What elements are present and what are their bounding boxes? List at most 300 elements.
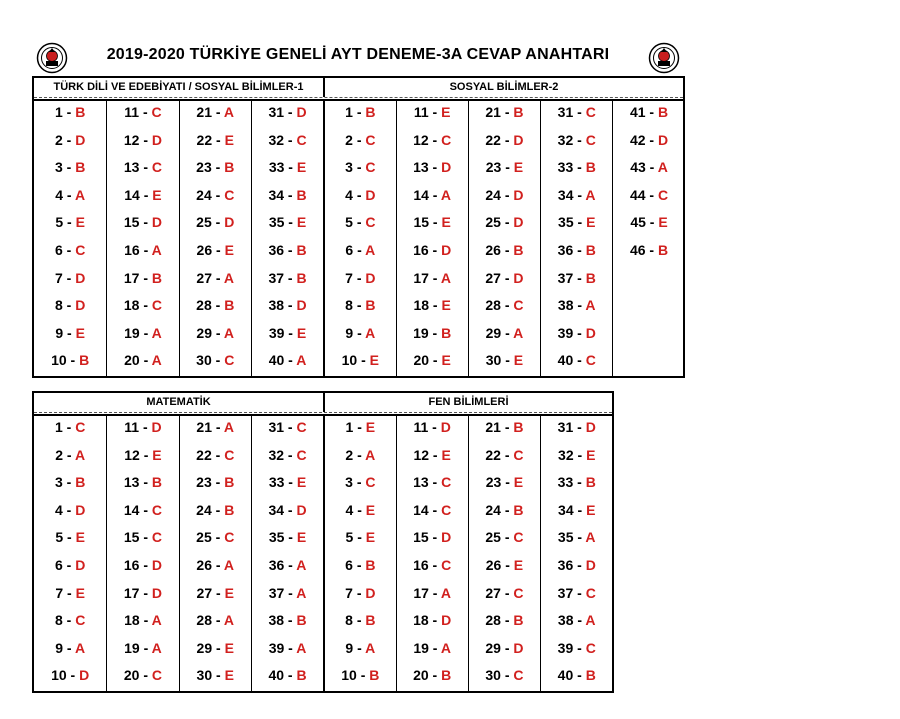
question-number: 6: [345, 557, 353, 573]
answer-letter: A: [151, 324, 162, 341]
question-number: 22: [485, 446, 501, 463]
answer-letter: C: [224, 352, 235, 369]
answer-cell: 32 - E: [558, 446, 596, 463]
question-number: 29: [196, 639, 213, 656]
question-number: 19: [413, 639, 429, 656]
answer-cell: 1 - B: [345, 104, 376, 120]
question-number: 10: [341, 352, 358, 369]
answer-letter: D: [441, 612, 452, 629]
answer-cell: 13 - D: [413, 159, 452, 176]
answer-letter: E: [152, 186, 162, 203]
answer-letter: A: [74, 186, 86, 203]
answer-cell: 21 - B: [485, 419, 524, 435]
question-number: 34: [268, 186, 285, 203]
answer-cell: 22 - C: [196, 446, 235, 463]
question-number: 17: [123, 584, 140, 601]
question-number: 38: [557, 612, 574, 629]
answer-cell: 11 - E: [413, 104, 451, 120]
question-number: 46: [629, 242, 646, 258]
answer-cell: 40 - B: [268, 667, 307, 684]
answer-cell: 15 - D: [413, 529, 452, 546]
question-number: 43: [630, 159, 646, 176]
question-number: 17: [123, 269, 140, 286]
question-number: 17: [413, 269, 429, 286]
answer-letter: D: [585, 324, 596, 341]
answer-cell: 25 - C: [196, 529, 235, 546]
answer-cell: 32 - C: [557, 131, 596, 148]
answer-letter: B: [585, 159, 596, 176]
answer-cell: 22 - D: [485, 131, 524, 148]
question-number: 18: [123, 297, 140, 314]
answer-letter: B: [585, 242, 596, 258]
answer-cell: 5 - E: [55, 214, 85, 231]
question-number: 26: [485, 242, 501, 258]
answer-letter: C: [151, 529, 163, 546]
question-number: 7: [54, 269, 63, 286]
answer-cell: 8 - D: [54, 297, 86, 314]
answer-cell: 1 - E: [345, 419, 376, 435]
question-number: 14: [413, 501, 429, 518]
answer-cell: 3 - C: [345, 159, 376, 176]
question-number: 23: [485, 159, 502, 176]
question-number: 42: [629, 131, 646, 148]
answer-letter: C: [441, 131, 452, 148]
answer-letter: B: [513, 419, 524, 435]
question-number: 23: [196, 159, 212, 176]
answer-letter: B: [365, 297, 376, 314]
answer-cell: 31 - D: [557, 419, 596, 435]
answer-letter: B: [365, 612, 376, 629]
answer-cell: 22 - E: [196, 131, 234, 148]
answer-cell: 21 - B: [485, 104, 524, 120]
answer-letter: D: [513, 269, 524, 286]
answer-letter: E: [224, 584, 234, 601]
table-header-row: [34, 393, 612, 416]
question-number: 15: [413, 214, 430, 231]
answer-cell: 15 - E: [413, 214, 451, 231]
question-number: 12: [124, 446, 140, 463]
answer-letter: C: [585, 104, 596, 120]
answer-cell: 10 - B: [341, 667, 380, 684]
answer-cell: 39 - A: [268, 639, 307, 656]
answer-letter: D: [585, 419, 596, 435]
answer-cell: 40 - C: [557, 352, 596, 369]
answer-letter: C: [585, 352, 596, 369]
answer-letter: A: [585, 186, 596, 203]
question-number: 28: [485, 297, 501, 314]
question-number: 1: [345, 419, 354, 435]
question-number: 6: [54, 242, 63, 258]
answer-cell: 40 - B: [557, 667, 596, 684]
answer-cell: 33 - B: [557, 474, 596, 491]
answer-cell: 30 - C: [196, 352, 235, 369]
answer-cell: 11 - C: [124, 104, 162, 120]
question-number: 34: [268, 501, 285, 518]
question-number: 18: [124, 612, 140, 629]
question-number: 18: [413, 297, 430, 314]
answer-cell: 10 - E: [341, 352, 380, 369]
answer-cell: 46 - B: [629, 242, 669, 258]
question-number: 7: [55, 584, 64, 601]
answer-cell: 20 - B: [413, 667, 452, 684]
question-number: 15: [123, 529, 140, 546]
answer-column: [179, 99, 251, 376]
answer-letter: E: [296, 474, 307, 491]
answer-column: [396, 414, 468, 691]
answer-letter: D: [441, 159, 452, 176]
answer-column: [468, 99, 540, 376]
answer-cell: 26 - B: [485, 242, 524, 258]
answer-column: [612, 99, 684, 376]
answer-cell: 8 - B: [345, 612, 376, 629]
question-number: 36: [268, 242, 285, 258]
question-number: 40: [268, 667, 285, 684]
answer-letter: E: [75, 584, 85, 601]
question-number: 17: [413, 584, 429, 601]
answer-cell: 12 - E: [124, 446, 162, 463]
school-emblem-icon: [648, 42, 680, 74]
question-number: 2: [345, 131, 353, 148]
answer-cell: 22 - C: [485, 446, 524, 463]
question-number: 18: [413, 612, 429, 629]
question-number: 9: [345, 639, 354, 656]
question-number: 13: [413, 159, 429, 176]
question-number: 12: [123, 131, 140, 148]
question-number: 5: [345, 214, 353, 231]
question-number: 14: [123, 501, 140, 518]
answer-cell: 39 - C: [557, 639, 596, 656]
answer-letter: D: [79, 667, 90, 684]
answer-letter: A: [74, 639, 86, 656]
answer-letter: C: [75, 242, 86, 258]
answer-letter: B: [151, 269, 163, 286]
answer-letter: D: [513, 639, 524, 656]
answer-letter: C: [513, 529, 524, 546]
answer-cell: 5 - C: [345, 214, 376, 231]
answer-letter: A: [223, 324, 235, 341]
answer-letter: E: [224, 131, 234, 148]
answer-letter: B: [296, 612, 307, 629]
answer-letter: D: [75, 131, 86, 148]
answer-letter: A: [223, 419, 235, 435]
question-number: 32: [558, 446, 574, 463]
question-number: 37: [268, 269, 285, 286]
answer-cell: 5 - E: [55, 529, 85, 546]
answer-letter: A: [440, 584, 451, 601]
section-title-matematik: MATEMATİK: [146, 396, 211, 408]
answer-letter: D: [296, 501, 307, 518]
answer-cell: 41 - B: [629, 104, 669, 120]
question-number: 40: [268, 352, 285, 369]
answer-letter: C: [224, 186, 235, 203]
question-number: 40: [557, 667, 574, 684]
answer-letter: E: [513, 474, 524, 491]
question-number: 22: [196, 131, 213, 148]
answer-letter: A: [440, 639, 451, 656]
answer-cell: 4 - D: [345, 186, 376, 203]
question-number: 10: [51, 352, 67, 369]
answer-cell: 14 - C: [413, 501, 452, 518]
answer-letter: B: [296, 667, 307, 684]
answer-letter: A: [657, 159, 668, 176]
answer-cell: 27 - A: [196, 269, 235, 286]
answer-cell: 32 - C: [268, 131, 307, 148]
answer-letter: C: [75, 612, 86, 629]
question-number: 39: [557, 639, 574, 656]
answer-letter: C: [224, 529, 235, 546]
question-number: 11: [124, 419, 140, 435]
question-number: 2: [55, 446, 64, 463]
answer-letter: A: [296, 557, 307, 573]
answer-cell: 7 - E: [55, 584, 85, 601]
question-number: 12: [413, 131, 429, 148]
answer-letter: C: [441, 474, 452, 491]
answer-cell: 1 - C: [54, 419, 86, 435]
answer-letter: C: [513, 297, 524, 314]
answer-cell: 44 - C: [629, 186, 669, 203]
answer-letter: E: [586, 446, 596, 463]
answer-cell: 9 - A: [345, 324, 376, 341]
answer-letter: A: [585, 297, 596, 314]
question-number: 10: [341, 667, 357, 684]
answer-letter: C: [585, 584, 596, 601]
answer-cell: 33 - E: [268, 474, 307, 491]
question-number: 32: [268, 446, 285, 463]
answer-cell: 10 - B: [51, 352, 90, 369]
answer-letter: B: [75, 104, 86, 120]
answer-letter: D: [151, 131, 163, 148]
answer-cell: 19 - B: [413, 324, 452, 341]
answer-column: [251, 99, 323, 376]
answer-cell: 40 - A: [268, 352, 307, 369]
question-number: 21: [485, 104, 501, 120]
section-title-sosyal-2: SOSYAL BİLİMLER-2: [323, 78, 683, 97]
answer-letter: C: [296, 419, 307, 435]
answer-cell: 29 - A: [196, 324, 235, 341]
question-number: 25: [196, 529, 212, 546]
answer-cell: 24 - C: [196, 186, 235, 203]
question-number: 30: [196, 667, 213, 684]
question-number: 8: [345, 612, 353, 629]
answer-cell: 18 - C: [123, 297, 163, 314]
answer-cell: 25 - D: [196, 214, 235, 231]
answer-cell: 29 - A: [485, 324, 524, 341]
answer-letter: C: [224, 446, 235, 463]
answer-letter: E: [369, 352, 380, 369]
answer-cell: 4 - D: [54, 501, 86, 518]
answer-cell: 14 - A: [413, 186, 451, 203]
question-number: 29: [196, 324, 212, 341]
answer-letter: A: [440, 269, 451, 286]
answer-letter: E: [296, 324, 307, 341]
answer-letter: A: [151, 352, 162, 369]
answer-cell: 31 - C: [557, 104, 596, 120]
answer-letter: E: [513, 159, 524, 176]
question-number: 16: [413, 557, 429, 573]
answer-letter: B: [585, 474, 596, 491]
answer-letter: E: [152, 446, 162, 463]
answer-cell: 2 - A: [345, 446, 376, 463]
answer-letter: D: [75, 297, 86, 314]
answer-cell: 6 - A: [345, 242, 376, 258]
question-number: 38: [268, 297, 285, 314]
question-number: 36: [557, 557, 574, 573]
answer-column: [106, 99, 178, 376]
table-header-row: [34, 78, 683, 101]
answer-letter: D: [365, 186, 376, 203]
question-number: 16: [123, 557, 140, 573]
answer-cell: 12 - D: [123, 131, 163, 148]
answer-cell: 35 - E: [268, 214, 307, 231]
answer-cell: 38 - A: [557, 297, 596, 314]
answer-cell: 26 - A: [196, 557, 235, 573]
question-number: 4: [345, 501, 354, 518]
answer-letter: B: [296, 269, 307, 286]
answer-letter: B: [513, 104, 524, 120]
answer-cell: 6 - D: [54, 557, 86, 573]
answer-letter: C: [513, 446, 524, 463]
answer-letter: E: [513, 352, 524, 369]
question-number: 36: [268, 557, 285, 573]
answer-cell: 37 - B: [557, 269, 596, 286]
answer-cell: 20 - C: [123, 667, 163, 684]
answer-letter: D: [513, 214, 524, 231]
answer-cell: 36 - B: [557, 242, 596, 258]
answer-letter: A: [440, 186, 451, 203]
question-number: 4: [54, 501, 63, 518]
question-number: 33: [557, 474, 574, 491]
answer-cell: 34 - B: [268, 186, 307, 203]
answer-cell: 18 - D: [413, 612, 452, 629]
question-number: 8: [345, 297, 353, 314]
answer-letter: D: [296, 297, 307, 314]
answer-column: [323, 414, 395, 691]
question-number: 27: [485, 269, 501, 286]
answer-cell: 1 - B: [54, 104, 86, 120]
answer-column: [396, 99, 468, 376]
question-number: 10: [51, 667, 67, 684]
answer-letter: B: [365, 104, 376, 120]
answer-cell: 6 - B: [345, 557, 376, 573]
answer-column: [106, 414, 178, 691]
answer-letter: B: [365, 557, 376, 573]
answer-cell: 31 - D: [268, 104, 307, 120]
question-number: 9: [345, 324, 354, 341]
answer-cell: 29 - E: [196, 639, 234, 656]
answer-cell: 4 - E: [345, 501, 376, 518]
answer-cell: 14 - C: [123, 501, 163, 518]
answer-letter: E: [75, 214, 85, 231]
answer-letter: C: [513, 584, 524, 601]
answer-letter: A: [74, 446, 86, 463]
answer-cell: 37 - C: [557, 584, 596, 601]
answer-letter: E: [224, 242, 234, 258]
question-number: 20: [413, 352, 430, 369]
answer-cell: 34 - A: [557, 186, 596, 203]
question-number: 11: [413, 104, 429, 120]
answer-letter: B: [75, 159, 86, 176]
answer-cell: 4 - A: [55, 186, 86, 203]
answer-letter: C: [365, 474, 376, 491]
answer-letter: D: [365, 584, 376, 601]
question-number: 41: [629, 104, 646, 120]
answer-letter: C: [657, 186, 669, 203]
question-number: 27: [485, 584, 501, 601]
answer-letter: D: [224, 214, 235, 231]
answer-letter: D: [657, 131, 669, 148]
answer-letter: B: [224, 501, 235, 518]
answer-letter: E: [224, 667, 234, 684]
answer-letter: B: [513, 242, 524, 258]
answer-cell: 38 - B: [268, 612, 307, 629]
answer-column: [251, 414, 323, 691]
answer-cell: 19 - A: [124, 639, 162, 656]
answer-cell: 2 - C: [345, 131, 376, 148]
answer-letter: B: [441, 324, 452, 341]
answer-cell: 16 - D: [123, 557, 163, 573]
answer-letter: D: [365, 269, 376, 286]
answer-letter: B: [513, 612, 524, 629]
answer-letter: B: [369, 667, 380, 684]
answer-letter: C: [151, 159, 163, 176]
question-number: 28: [485, 612, 501, 629]
question-number: 31: [268, 419, 285, 435]
answer-letter: D: [585, 557, 596, 573]
answer-cell: 39 - D: [557, 324, 596, 341]
question-number: 24: [196, 186, 212, 203]
answer-letter: D: [296, 104, 307, 120]
answer-letter: E: [586, 214, 596, 231]
answer-cell: 39 - E: [268, 324, 307, 341]
answer-letter: D: [441, 242, 452, 258]
answer-cell: 38 - D: [268, 297, 307, 314]
answer-letter: E: [586, 501, 596, 518]
question-number: 9: [55, 639, 64, 656]
answer-letter: B: [513, 501, 524, 518]
answer-cell: 9 - A: [345, 639, 376, 656]
question-number: 35: [268, 214, 285, 231]
question-number: 29: [485, 639, 501, 656]
question-number: 37: [268, 584, 285, 601]
answer-cell: 18 - A: [124, 612, 162, 629]
question-number: 20: [413, 667, 429, 684]
answer-letter: A: [365, 639, 376, 656]
answer-cell: 30 - E: [196, 667, 234, 684]
question-number: 39: [268, 324, 285, 341]
answer-letter: B: [441, 667, 452, 684]
answer-cell: 21 - A: [196, 419, 235, 435]
answer-cell: 7 - D: [345, 584, 376, 601]
answer-letter: B: [224, 159, 235, 176]
question-number: 24: [485, 186, 501, 203]
question-number: 31: [557, 104, 574, 120]
answer-letter: A: [365, 242, 376, 258]
answer-cell: 35 - E: [558, 214, 596, 231]
answer-cell: 25 - C: [485, 529, 524, 546]
question-number: 3: [345, 474, 353, 491]
question-number: 27: [196, 584, 213, 601]
question-number: 1: [54, 419, 63, 435]
answer-letter: B: [657, 242, 669, 258]
answer-cell: 24 - B: [196, 501, 235, 518]
answer-cell: 17 - A: [413, 269, 451, 286]
answer-column: [540, 414, 612, 691]
answer-cell: 13 - C: [413, 474, 452, 491]
answer-letter: E: [296, 529, 307, 546]
question-number: 5: [55, 214, 64, 231]
answer-cell: 3 - C: [345, 474, 376, 491]
question-number: 28: [196, 297, 212, 314]
